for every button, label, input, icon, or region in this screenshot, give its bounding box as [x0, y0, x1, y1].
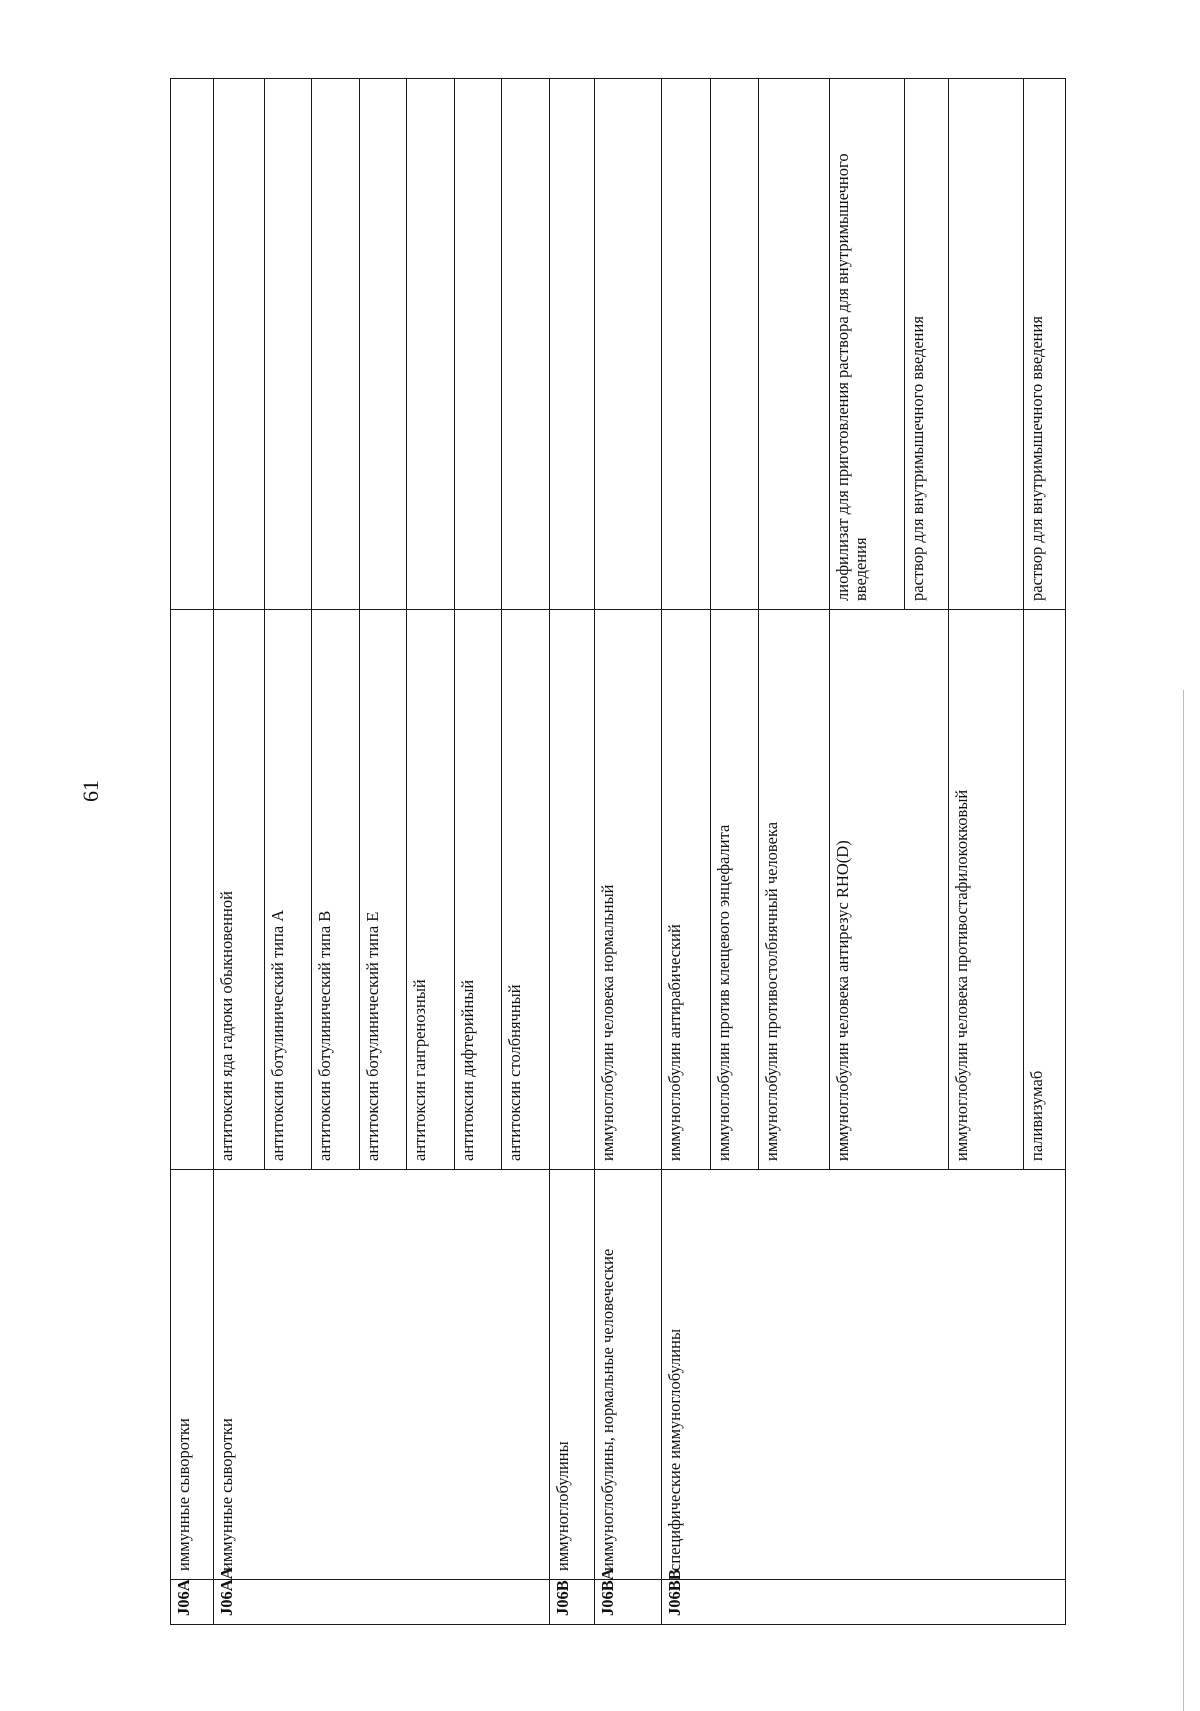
substance-cell: иммуноглобулин противостолбнячный человека [759, 610, 829, 1170]
dosage-form-cell [949, 79, 1023, 610]
atc-code-cell: J06BB [662, 1580, 1066, 1625]
substance-cell [171, 610, 214, 1170]
dosage-form-cell [312, 79, 360, 610]
substance-cell: антитоксин дифтерийный [454, 610, 502, 1170]
substance-cell: антитоксин ботулинический типа Е [359, 610, 407, 1170]
dosage-form-cell [264, 79, 312, 610]
group-name-cell: иммунные сыворотки [214, 1170, 550, 1580]
table-row [549, 79, 594, 1625]
substance-cell: антитоксин ботулинический типа А [264, 610, 312, 1170]
page-number: 61 [78, 780, 103, 802]
group-name-cell: иммуноглобулины [549, 1170, 594, 1580]
table-row [171, 79, 214, 1625]
dosage-form-cell [454, 79, 502, 610]
dosage-form-cell [595, 79, 662, 610]
substance-cell: антитоксин яда гадюки обыкновенной [214, 610, 265, 1170]
dosage-form-cell [549, 79, 594, 610]
substance-cell: иммуноглобулин антирабический [662, 610, 711, 1170]
dosage-form-cell [407, 79, 455, 610]
substance-cell: антитоксин ботулинический типа В [312, 610, 360, 1170]
dosage-form-cell [710, 79, 759, 610]
group-name-cell: специфические иммуноглобулины [662, 1170, 1066, 1580]
group-name-cell: иммунные сыворотки [171, 1170, 214, 1580]
table-row [214, 79, 265, 1625]
dosage-form-cell: лиофилизат для приготовления раствора для внутримышечного введения [829, 79, 905, 610]
substance-cell: иммуноглобулин против клещевого энцефалита [710, 610, 759, 1170]
dosage-form-cell: раствор для внутримышечного введения [1023, 79, 1065, 610]
substance-cell: антитоксин столбнячный [502, 610, 550, 1170]
dosage-form-cell [214, 79, 265, 610]
rotated-table-container [170, 79, 1066, 1625]
dosage-form-cell [359, 79, 407, 610]
atc-code-cell: J06BA [595, 1580, 662, 1625]
drug-classification-table [170, 78, 1066, 1625]
table-row [595, 79, 662, 1625]
substance-cell: иммуноглобулин человека противостафилококковый [949, 610, 1023, 1170]
dosage-form-cell [662, 79, 711, 610]
atc-code-cell: J06A [171, 1580, 214, 1625]
dosage-form-cell: раствор для внутримышечного введения [905, 79, 949, 610]
dosage-form-cell [759, 79, 829, 610]
substance-cell: антитоксин гангренозный [407, 610, 455, 1170]
group-name-cell: иммуноглобулины, нормальные человеческие [595, 1170, 662, 1580]
atc-code-cell: J06B [549, 1580, 594, 1625]
substance-cell: иммуноглобулин человека нормальный [595, 610, 662, 1170]
dosage-form-cell [502, 79, 550, 610]
substance-cell [549, 610, 594, 1170]
substance-cell: иммуноглобулин человека антирезус RHO(D) [829, 610, 949, 1170]
dosage-form-cell [171, 79, 214, 610]
scan-edge-line [1183, 690, 1184, 1711]
table-row [662, 79, 711, 1625]
atc-code-cell: J06AA [214, 1580, 550, 1625]
substance-cell: паливизумаб [1023, 610, 1065, 1170]
